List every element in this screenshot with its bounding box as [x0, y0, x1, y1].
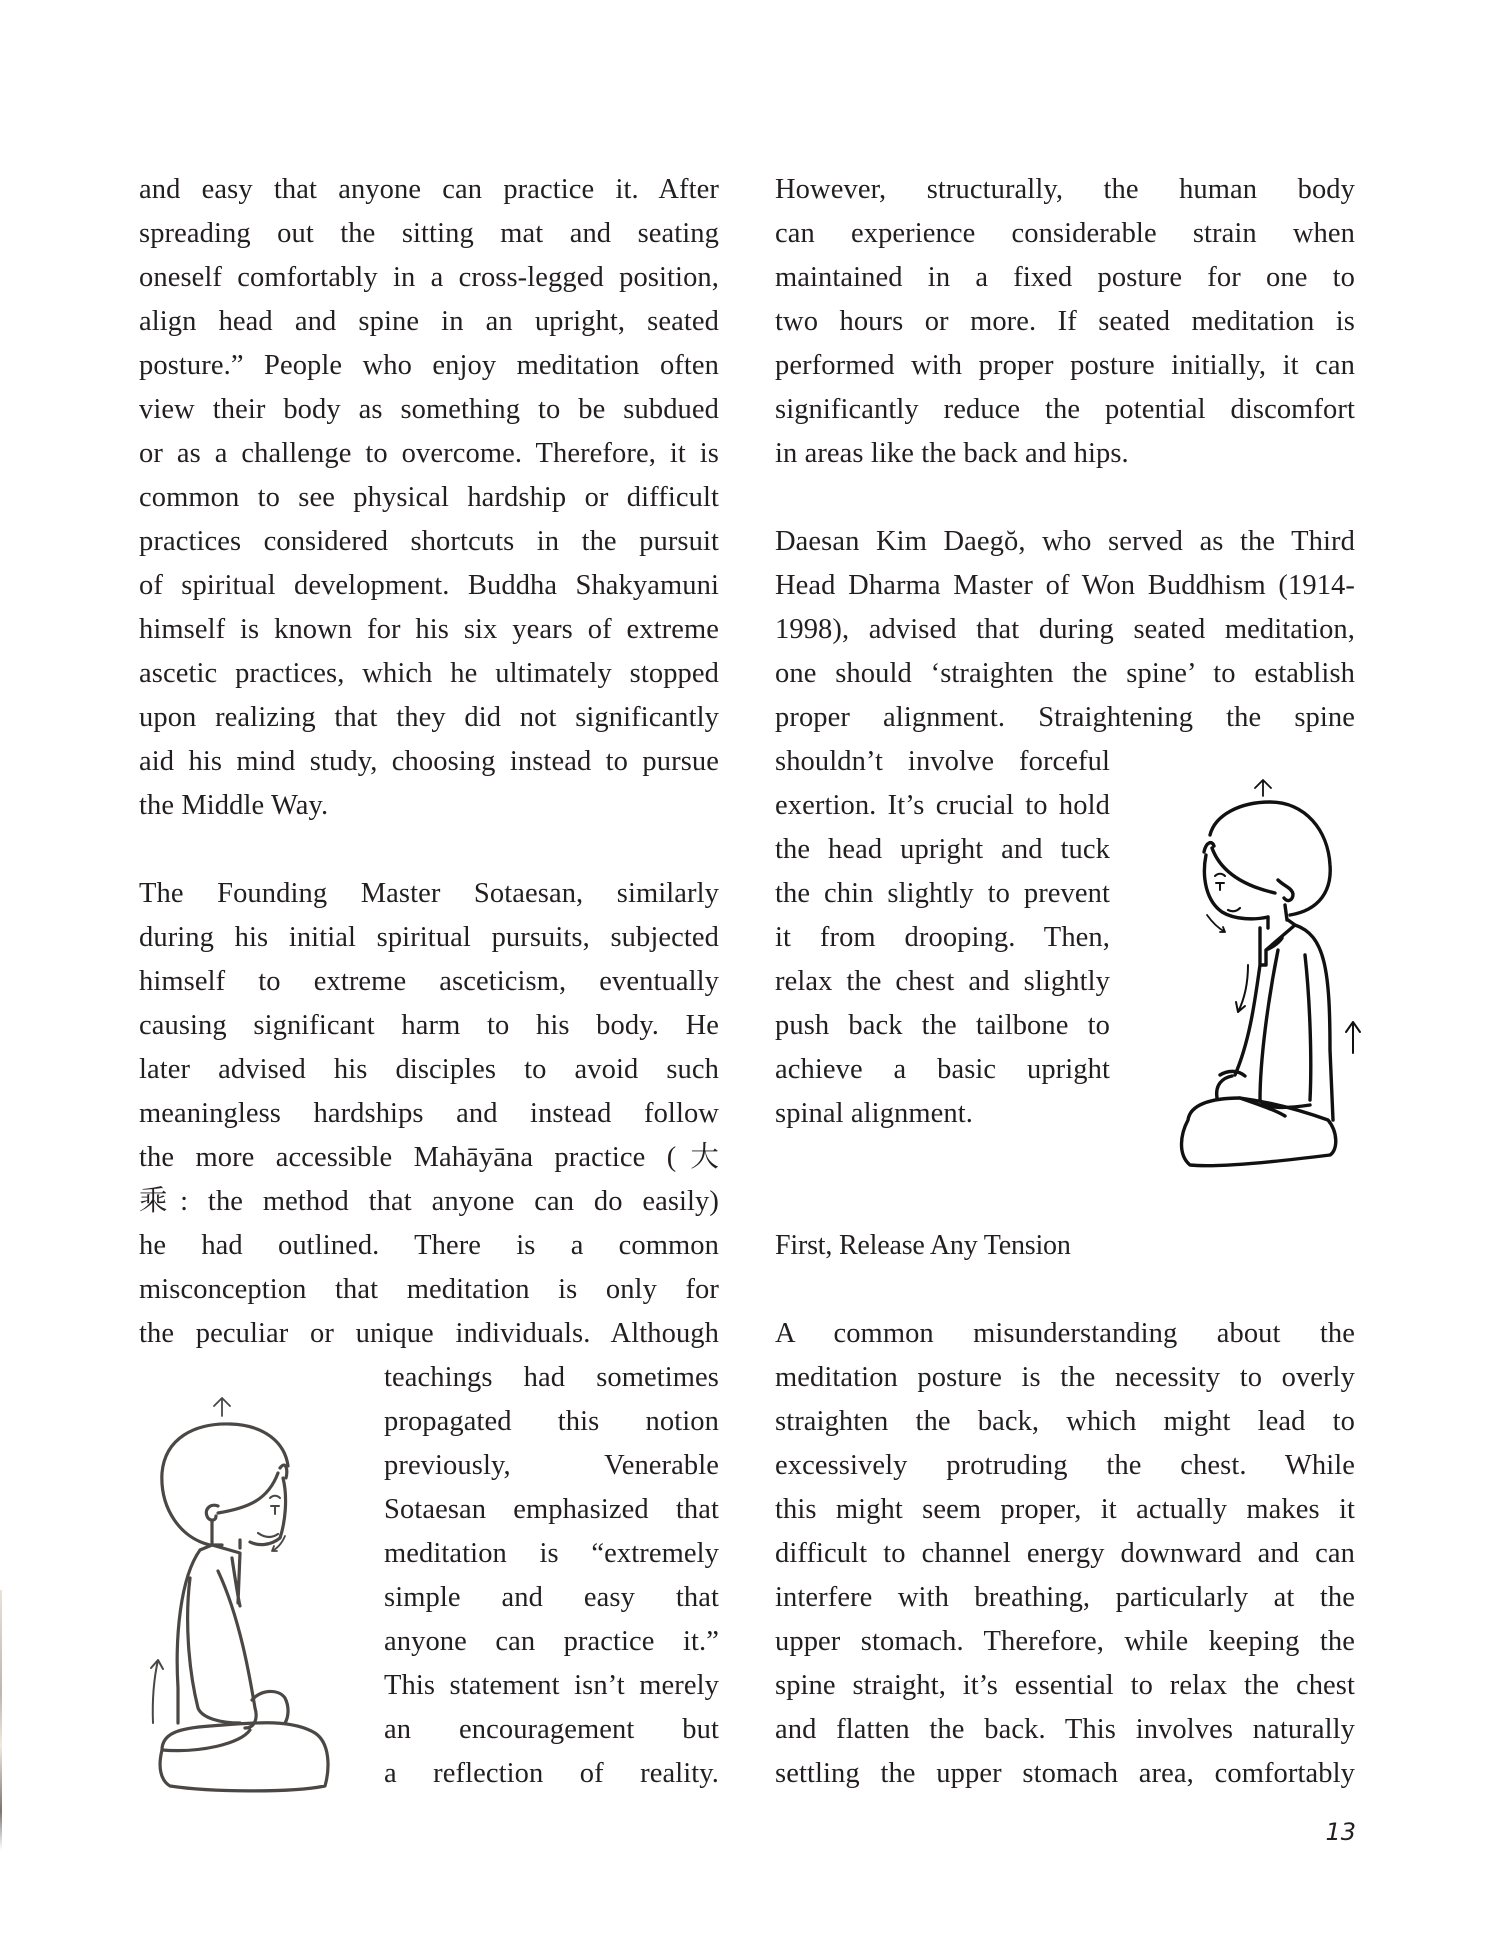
text-line: and easy that anyone can practice it. After: [139, 174, 719, 205]
figure-legs: [1182, 1098, 1336, 1166]
text-line: 1998), advised that during seated meditation,: [775, 614, 1355, 645]
text-line: oneself comfortably in a cross-legged position,: [139, 262, 719, 293]
paragraph-structural-strain: [775, 168, 1355, 476]
text-line: simple and easy that: [384, 1582, 719, 1613]
figure-head: [1210, 802, 1330, 915]
head-up-arrow-icon: [1255, 780, 1271, 796]
figure-hands: [1217, 1071, 1245, 1098]
text-line: shouldn’t involve forceful: [775, 746, 1110, 777]
text-line: practices considered shortcuts in the pursuit: [139, 526, 719, 557]
text-line: and flatten the back. This involves naturally: [775, 1714, 1355, 1745]
text-line: significantly reduce the potential discomfort: [775, 394, 1355, 425]
text-line: previously, Venerable: [384, 1450, 719, 1481]
chest-down-arrow-icon: [1236, 965, 1248, 1012]
text-line: posture.” People who enjoy meditation often: [139, 350, 719, 381]
text-line: one should ‘straighten the spine’ to establish: [775, 658, 1355, 689]
text-line: misconception that meditation is only for: [139, 1274, 719, 1305]
figure-legs: [160, 1723, 328, 1791]
page-number: 13: [1325, 1818, 1356, 1846]
head-up-arrow-icon: [214, 1398, 230, 1416]
text-line: can experience considerable strain when: [775, 218, 1355, 249]
text-line: The Founding Master Sotaesan, similarly: [139, 878, 719, 909]
text-line: ascetic practices, which he ultimately stopped: [139, 658, 719, 689]
text-line: Head Dharma Master of Won Buddhism (1914-: [775, 570, 1355, 601]
text-line: meditation posture is the necessity to overly: [775, 1362, 1355, 1393]
text-line: two hours or more. If seated meditation is: [775, 306, 1355, 337]
paragraph-ascetic-practices: [139, 168, 719, 828]
text-line: spine straight, it’s essential to relax the chest: [775, 1670, 1355, 1701]
text-line: excessively protruding the chest. While: [775, 1450, 1355, 1481]
back-up-arrow-icon: [1346, 1022, 1360, 1053]
text-line: Sotaesan emphasized that: [384, 1494, 719, 1525]
text-line: later advised his disciples to avoid such: [139, 1054, 719, 1085]
text-line: straighten the back, which might lead to: [775, 1406, 1355, 1437]
chin-tuck-arrow-icon: [1207, 915, 1225, 932]
text-line: the peculiar or unique individuals. Although: [139, 1318, 719, 1349]
text-line: teachings had sometimes: [384, 1362, 719, 1393]
text-line: a reflection of reality.: [384, 1758, 719, 1789]
text-line: common to see physical hardship or difficult: [139, 482, 719, 513]
text-line: relax the chest and slightly: [775, 966, 1110, 997]
text-line: upon realizing that they did not significantly: [139, 702, 719, 733]
figure-ear: [206, 1505, 218, 1520]
text-line: difficult to channel energy downward and can: [775, 1538, 1355, 1569]
text-line: view their body as something to be subdued: [139, 394, 719, 425]
text-line: aid his mind study, choosing instead to pursue: [139, 746, 719, 777]
text-line: 乘: the method that anyone can do easily): [139, 1186, 719, 1217]
text-line: anyone can practice it.”: [384, 1626, 719, 1657]
meditation-posture-illustration-left: [140, 1388, 350, 1800]
text-line: align head and spine in an upright, seated: [139, 306, 719, 337]
text-line: this might seem proper, it actually makes it: [775, 1494, 1355, 1525]
text-line: exertion. It’s crucial to hold: [775, 790, 1110, 821]
text-line: propagated this notion: [384, 1406, 719, 1437]
text-line: achieve a basic upright: [775, 1054, 1110, 1085]
figure-robe: [1235, 920, 1333, 1120]
text-line: meditation is “extremely: [384, 1538, 719, 1569]
text-line: the head upright and tuck: [775, 834, 1110, 865]
figure-hair: [1204, 843, 1275, 893]
text-line: during his initial spiritual pursuits, subjected: [139, 922, 719, 953]
figure-neck: [212, 1520, 240, 1548]
figure-neck: [1268, 905, 1287, 928]
text-line: himself to extreme asceticism, eventually: [139, 966, 719, 997]
text-line: However, structurally, the human body: [775, 174, 1355, 205]
text-line: it from drooping. Then,: [775, 922, 1110, 953]
figure-face: [250, 1478, 286, 1545]
text-line: spreading out the sitting mat and seating: [139, 218, 719, 249]
paragraph-founding-master: [139, 872, 719, 1356]
text-line: meaningless hardships and instead follow: [139, 1098, 719, 1129]
text-line: performed with proper posture initially, it can: [775, 350, 1355, 381]
figure-head: [162, 1424, 288, 1545]
text-line: of spiritual development. Buddha Shakyamuni: [139, 570, 719, 601]
text-line: This statement isn’t merely: [384, 1670, 719, 1701]
text-line: the chin slightly to prevent: [775, 878, 1110, 909]
text-line: upper stomach. Therefore, while keeping the: [775, 1626, 1355, 1657]
text-line: push back the tailbone to: [775, 1010, 1110, 1041]
text-line: A common misunderstanding about the: [775, 1318, 1355, 1349]
paragraph-daesan: [775, 520, 1355, 740]
figure-ear: [1278, 880, 1293, 901]
section-heading: First, Release Any Tension: [775, 1230, 1071, 1261]
text-line: interfere with breathing, particularly at the: [775, 1582, 1355, 1613]
text-line: proper alignment. Straightening the spine: [775, 702, 1355, 733]
text-line: the more accessible Mahāyāna practice (大: [139, 1142, 719, 1173]
text-line: he had outlined. There is a common: [139, 1230, 719, 1261]
text-line: spinal alignment.: [775, 1098, 973, 1129]
text-line: himself is known for his six years of extreme: [139, 614, 719, 645]
text-line: causing significant harm to his body. He: [139, 1010, 719, 1041]
text-line: settling the upper stomach area, comfortably: [775, 1758, 1355, 1789]
text-line: or as a challenge to overcome. Therefore, it is: [139, 438, 719, 469]
text-line: maintained in a fixed posture for one to: [775, 262, 1355, 293]
page-edge-shadow: [0, 1590, 2, 1850]
text-line: Daesan Kim Daegŏ, who served as the Third: [775, 526, 1355, 557]
text-line: in areas like the back and hips.: [775, 438, 1129, 469]
back-up-arrow-icon: [151, 1660, 163, 1723]
meditation-posture-illustration-right: [1160, 760, 1370, 1170]
text-line: an encouragement but: [384, 1714, 719, 1745]
paragraph-misunderstanding: [775, 1312, 1355, 1796]
text-line: the Middle Way.: [139, 790, 329, 821]
